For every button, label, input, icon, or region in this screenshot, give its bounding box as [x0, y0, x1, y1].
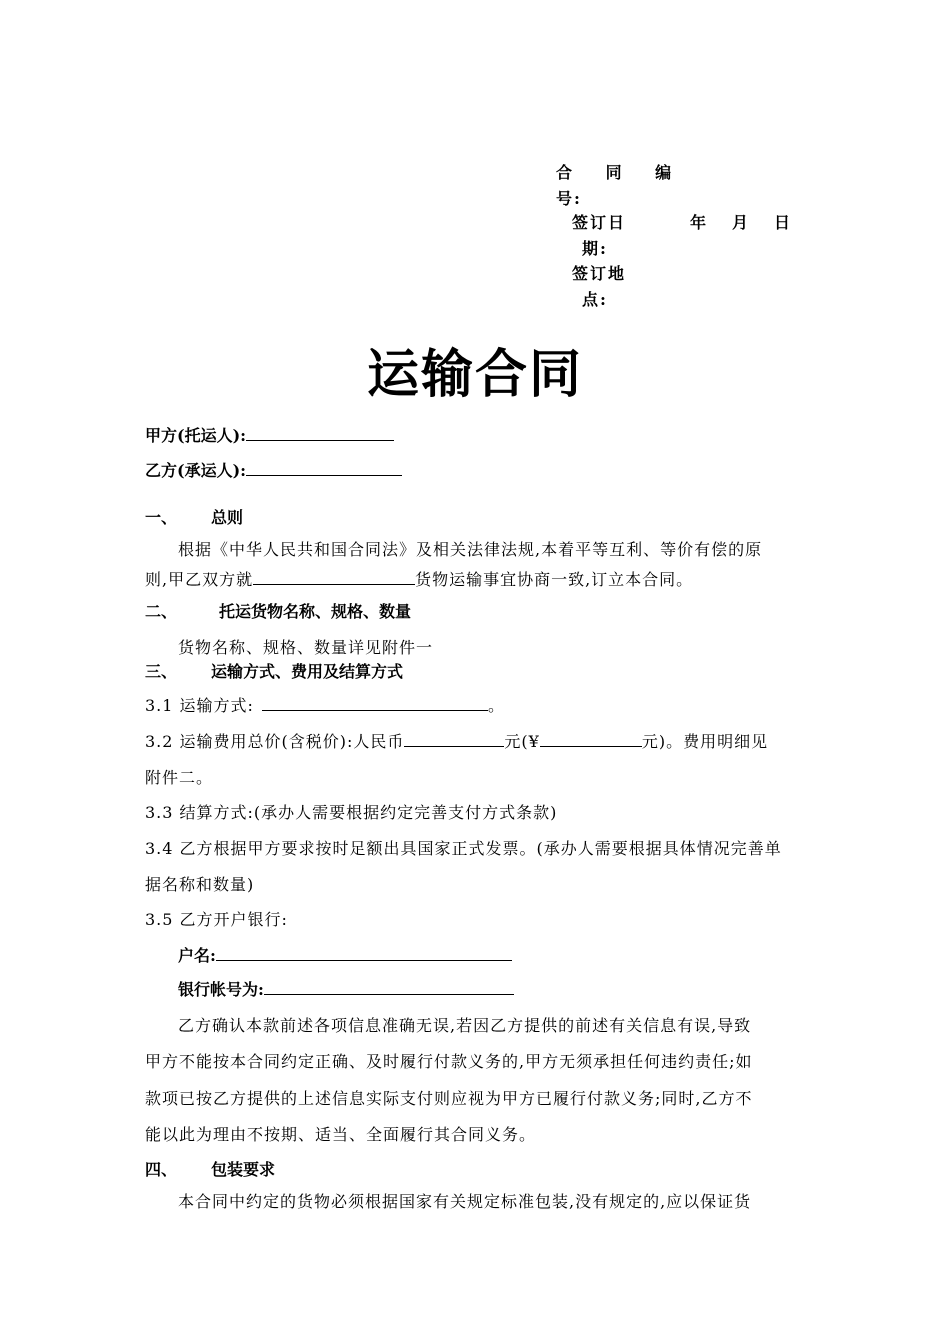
section-3-title: 运输方式、费用及结算方式 — [211, 662, 404, 681]
section-4-text-1: 本合同中约定的货物必须根据国家有关规定标准包装,没有规定的,应以保证货 — [178, 1192, 752, 1211]
account-number-label: 银行帐号为: — [178, 980, 264, 999]
clause-3-4-line2: 据名称和数量) — [145, 875, 255, 894]
section-2-number: 二、 — [145, 602, 178, 621]
party-b-blank — [246, 459, 402, 476]
section-1-text-2a: 则,甲乙双方就 — [145, 570, 254, 589]
account-number-line — [178, 977, 514, 1000]
clause-3-4-line1: 3.4 乙方根据甲方要求按时足额出具国家正式发票。(承办人需要根据具体情况完善单 — [145, 839, 782, 858]
section-4-title: 包装要求 — [211, 1160, 276, 1179]
clause-3-2 — [145, 729, 768, 752]
clause-3-2-b: 元(¥ — [504, 732, 540, 751]
rmb-amount-blank — [404, 730, 504, 747]
account-name-label: 户名: — [178, 946, 216, 965]
sign-place-label: 签订地 — [572, 264, 627, 283]
clause-3-1-end: 。 — [487, 696, 505, 715]
section-1-text-2b: 货物运输事宜协商一致,订立本合同。 — [415, 570, 694, 589]
party-a-line — [145, 423, 394, 446]
section-1-number: 一、 — [145, 508, 178, 527]
clause-3-2-line2: 附件二。 — [145, 768, 214, 787]
section-3-heading — [145, 659, 403, 682]
clause-3-2-c: 元)。费用明细见 — [641, 732, 769, 751]
clause-3-2-a: 3.2 运输费用总价(含税价):人民币 — [145, 732, 405, 751]
confirm-text-1: 乙方确认本款前述各项信息准确无误,若因乙方提供的前述有关信息有误,导致 — [178, 1016, 752, 1035]
confirm-text-3: 款项已按乙方提供的上述信息实际支付则应视为甲方已履行付款义务;同时,乙方不 — [145, 1089, 753, 1108]
clause-3-5: 3.5 乙方开户银行: — [145, 910, 288, 929]
transport-mode-blank — [262, 694, 488, 711]
section-4-heading — [145, 1157, 275, 1180]
section-1-heading — [145, 505, 243, 528]
sign-date-label: 签订日 — [572, 213, 627, 232]
section-2-text: 货物名称、规格、数量详见附件一 — [178, 638, 434, 657]
section-1-text-1: 根据《中华人民共和国合同法》及相关法律法规,本着平等互利、等价有偿的原 — [178, 540, 763, 559]
confirm-text-4: 能以此为理由不按期、适当、全面履行其合同义务。 — [145, 1125, 537, 1144]
account-number-blank — [264, 978, 514, 995]
account-name-line — [178, 943, 512, 966]
contract-number-label-2: 号: — [556, 189, 582, 208]
section-2-heading — [145, 599, 411, 622]
contract-number-label: 合 同 编 — [556, 163, 686, 182]
clause-3-1 — [145, 693, 505, 716]
section-1-title: 总则 — [211, 508, 244, 527]
section-1-text-2 — [145, 567, 693, 590]
date-year: 年 — [690, 213, 709, 232]
clause-3-1-label: 3.1 运输方式: — [145, 696, 254, 715]
clause-3-3: 3.3 结算方式:(承办人需要根据约定完善支付方式条款) — [145, 803, 558, 822]
goods-blank — [253, 568, 415, 585]
party-b-label: 乙方(承运人): — [145, 461, 247, 480]
date-day: 日 — [774, 213, 793, 232]
yen-amount-blank — [540, 730, 642, 747]
page-title: 运输合同 — [366, 344, 583, 405]
account-name-blank — [216, 944, 512, 961]
section-2-title: 托运货物名称、规格、数量 — [219, 602, 412, 621]
sign-date-label-2: 期: — [582, 239, 608, 258]
confirm-text-2: 甲方不能按本合同约定正确、及时履行付款义务的,甲方无须承担任何违约责任;如 — [145, 1052, 753, 1071]
section-3-number: 三、 — [145, 662, 178, 681]
date-month: 月 — [732, 213, 751, 232]
sign-place-label-2: 点: — [582, 290, 608, 309]
section-4-number: 四、 — [145, 1160, 178, 1179]
party-a-label: 甲方(托运人): — [145, 426, 247, 445]
party-a-blank — [246, 424, 394, 441]
party-b-line — [145, 458, 402, 481]
